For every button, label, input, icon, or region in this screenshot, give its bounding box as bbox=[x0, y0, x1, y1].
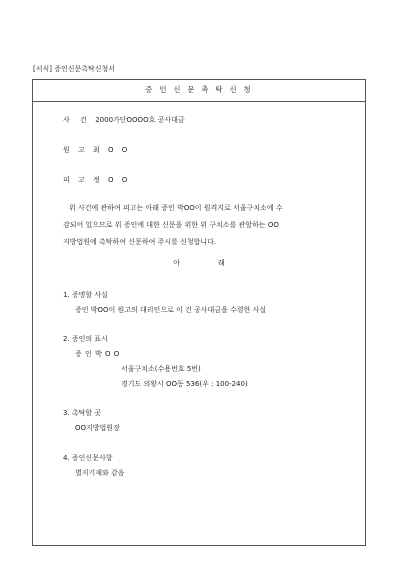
notice-heading-left: 아 bbox=[173, 259, 180, 267]
defendant-line: 피 고 정 O O bbox=[63, 176, 131, 184]
document-frame bbox=[32, 79, 366, 546]
form-title: [서식] 증인신문촉탁신청서 bbox=[33, 65, 116, 73]
section-4-text: 별지기재와 같음 bbox=[75, 469, 125, 477]
section-1-text: 증인 박OO이 원고의 대리인으로 이 건 공사대금을 수령한 사실 bbox=[75, 306, 267, 314]
request-paragraph bbox=[63, 200, 363, 251]
section-1-heading: 1. 증명할 사실 bbox=[63, 291, 108, 299]
plaintiff-line: 원 고 최 O O bbox=[63, 146, 131, 154]
section-2-address-1: 서울구치소(수용번호 5번) bbox=[121, 365, 201, 373]
section-3-heading: 3. 촉탁할 곳 bbox=[63, 409, 102, 417]
notice-heading-right: 래 bbox=[218, 259, 225, 267]
section-2-witness: 증 인 박 O O bbox=[75, 350, 120, 358]
case-line bbox=[63, 115, 185, 125]
paragraph-line: 지방법원에 촉탁하여 신문하여 주시를 신청합니다. bbox=[63, 238, 217, 246]
section-2-heading: 2. 증인의 표시 bbox=[63, 335, 108, 343]
document-title: 증 인 신 문 촉 탁 신 청 bbox=[33, 80, 365, 102]
section-3-text: OO지방법원장 bbox=[75, 424, 120, 432]
notice-heading bbox=[33, 258, 365, 268]
case-label: 사 건 bbox=[63, 116, 91, 124]
section-2-address-2: 경기도 의왕시 OO동 536(우 : 100-240) bbox=[121, 380, 248, 388]
paragraph-line: 위 사건에 관하여 피고는 아래 증인 박OO이 원격지로 서울구치소에 수 bbox=[69, 204, 283, 212]
section-4-heading: 4. 증인신문사항 bbox=[63, 454, 113, 462]
case-value: 2000가단OOOO호 공사대금 bbox=[95, 116, 185, 124]
paragraph-line: 감되어 있으므로 위 증인에 대한 신문을 위한 위 구치소를 관할하는 OO bbox=[63, 221, 279, 229]
